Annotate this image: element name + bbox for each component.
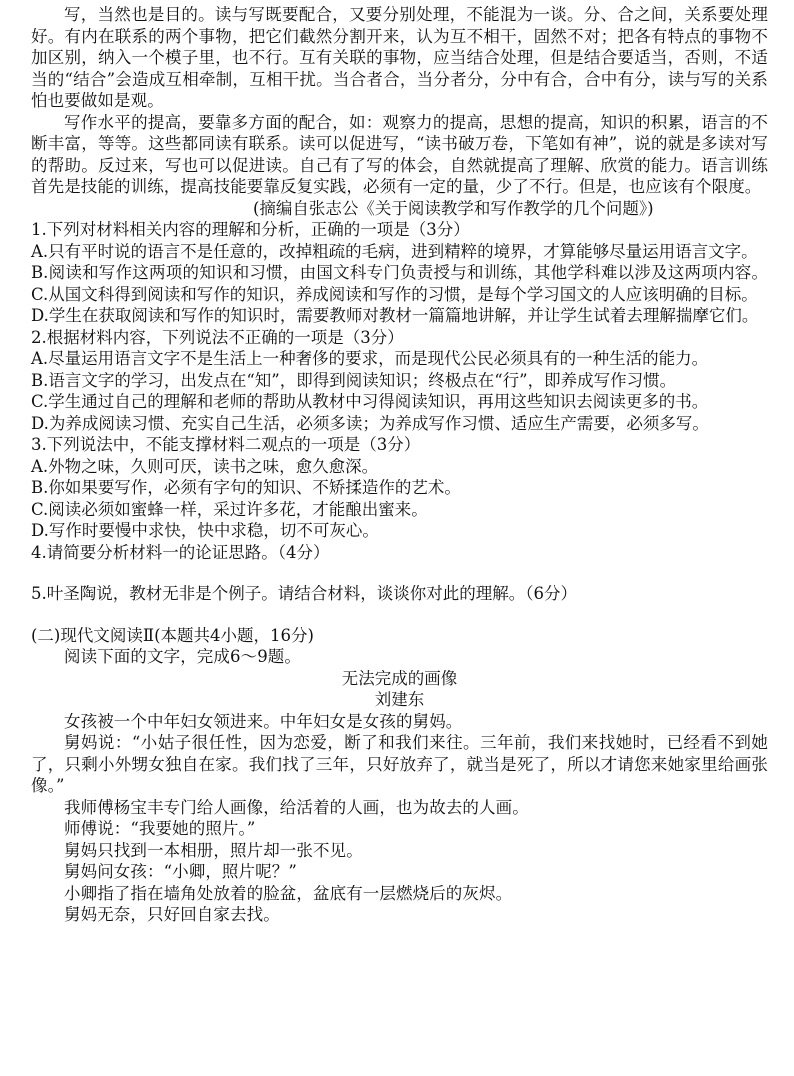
section-heading: (二)现代文阅读Ⅱ(本题共4小题，16分) <box>31 625 314 645</box>
question-4: 4.请简要分析材料一的论证思路。（4分） <box>31 542 330 562</box>
question-3-option-a: A.外物之味，久则可厌，读书之味，愈久愈深。 <box>31 456 379 476</box>
question-3 <box>31 434 768 542</box>
question-2-option-d: D.为养成阅读习惯、充实自己生活，必须多读；为养成写作习惯、适应生产需要，必须多写。 <box>31 413 709 433</box>
question-3-option-d: D.写作时要慢中求快，快中求稳，切不可灰心。 <box>31 521 379 540</box>
question-1-option-bc: B.阅读和写作这两项的知识和习惯，由国文科专门负责授与和训练，其他学科难以涉及这两项内容。C.从国文科得到阅读和写作的知识，养成阅读和写作的习惯，是每个学习国文的人应该明确的目标。 <box>31 263 768 304</box>
question-5: 5.叶圣陶说，教材无非是个例子。请结合材料，谈谈你对此的理解。（6分） <box>31 584 577 603</box>
story-line: 舅妈只找到一本相册，照片却一张不见。 <box>64 840 363 860</box>
question-2-option-a: A.尽量运用语言文字不是生活上一种奢侈的要求，而是现代公民必须具有的一种生活的能力。 <box>31 349 709 368</box>
question-2-option-b: B.语言文字的学习，出发点在“知”，即得到阅读知识；终极点在“行”，即养成写作习惯。 <box>31 370 677 390</box>
question-1 <box>31 219 768 327</box>
question-2 <box>31 327 768 435</box>
answer-space-4 <box>31 563 768 583</box>
story-line: 舅妈问女孩：“小卿，照片呢？” <box>64 862 297 881</box>
section-instruction: 阅读下面的文字，完成6～9题。 <box>64 647 301 666</box>
passage-paragraph-1: 写，当然也是目的。读与写既要配合，又要分别处理，不能混为一谈。分、合之间，关系要处理好。有内在联系的两个事物，把它们截然分割开来，认为互不相干，固然不对；把各有特点的事物不加区别，纳入一个模子里，也不行。互有关联的事物，应当结合处理，但是结合要适当，否则，不适当的“结合”会造成互相牵制，互相干扰。当合者合，当分者分，分中有合，合中有分，读与写的关系怕也要做如是观。 <box>31 5 768 110</box>
story-title: 无法完成的画像 <box>341 668 458 688</box>
answer-space-5 <box>31 605 768 625</box>
question-3-option-c: C.阅读必须如蜜蜂一样，采过许多花，才能酿出蜜来。 <box>31 499 428 519</box>
question-2-option-c: C.学生通过自己的理解和老师的帮助从教材中习得阅读知识，再用这些知识去阅读更多的书。 <box>31 392 709 411</box>
question-2-stem: 2.根据材料内容，下列说法不正确的一项是（3分） <box>31 327 404 347</box>
passage-paragraph-2: 写作水平的提高，要靠多方面的配合，如：观察力的提高，思想的提高，知识的积累，语言的不断丰富，等等。这些都同读有联系。读可以促进写，“读书破万卷，下笔如有神”，说的就是多读对写的帮助。反过来，写也可以促进读。自己有了写的体会，自然就提高了理解、欣赏的能力。语言训练首先是技能的训练，提高技能要靠反复实践，必须有一定的量，少了不行。但是，也应该有个限度。 <box>31 112 768 196</box>
question-1-option-a: A.只有平时说的语言不是任意的，改掉粗疏的毛病，进到精粹的境界，才算能够尽量运用语言文字。 <box>31 241 758 261</box>
story-line: 舅妈无奈，只好回自家去找。 <box>64 905 280 924</box>
story-line: 舅妈说：“小姑子很任性，因为恋爱，断了和我们来往。三年前，我们来找她时，已经看不到她了，只剩小外甥女独自在家。我们找了三年，只好放弃了，就当是死了，所以才请您来她家里给画张像。” <box>31 733 768 795</box>
question-1-option-d: D.学生在获取阅读和写作的知识时，需要教师对教材一篇篇地讲解，并让学生试着去理解揣摩它们。 <box>31 306 759 325</box>
question-3-option-b: B.你如果要写作，必须有字句的知识、不矫揉造作的艺术。 <box>31 478 461 497</box>
story-line: 小卿指了指在墙角处放着的脸盆，盆底有一层燃烧后的灰烬。 <box>64 883 513 903</box>
story-author: 刘建东 <box>374 690 425 709</box>
story-line: 女孩被一个中年妇女领进来。中年妇女是女孩的舅妈。 <box>64 711 463 731</box>
story-line: 我师傅杨宝丰专门给人画像，给活着的人画，也为故去的人画。 <box>64 797 529 817</box>
question-1-stem: 1.下列对材料相关内容的理解和分析，正确的一项是（3分） <box>31 220 470 239</box>
question-3-stem: 3.下列说法中，不能支撑材料二观点的一项是（3分） <box>31 435 421 454</box>
passage-source: (摘编自张志公《关于阅读教学和写作教学的几个问题》) <box>253 198 654 218</box>
story-line: 师傅说：“我要她的照片。” <box>64 819 256 838</box>
